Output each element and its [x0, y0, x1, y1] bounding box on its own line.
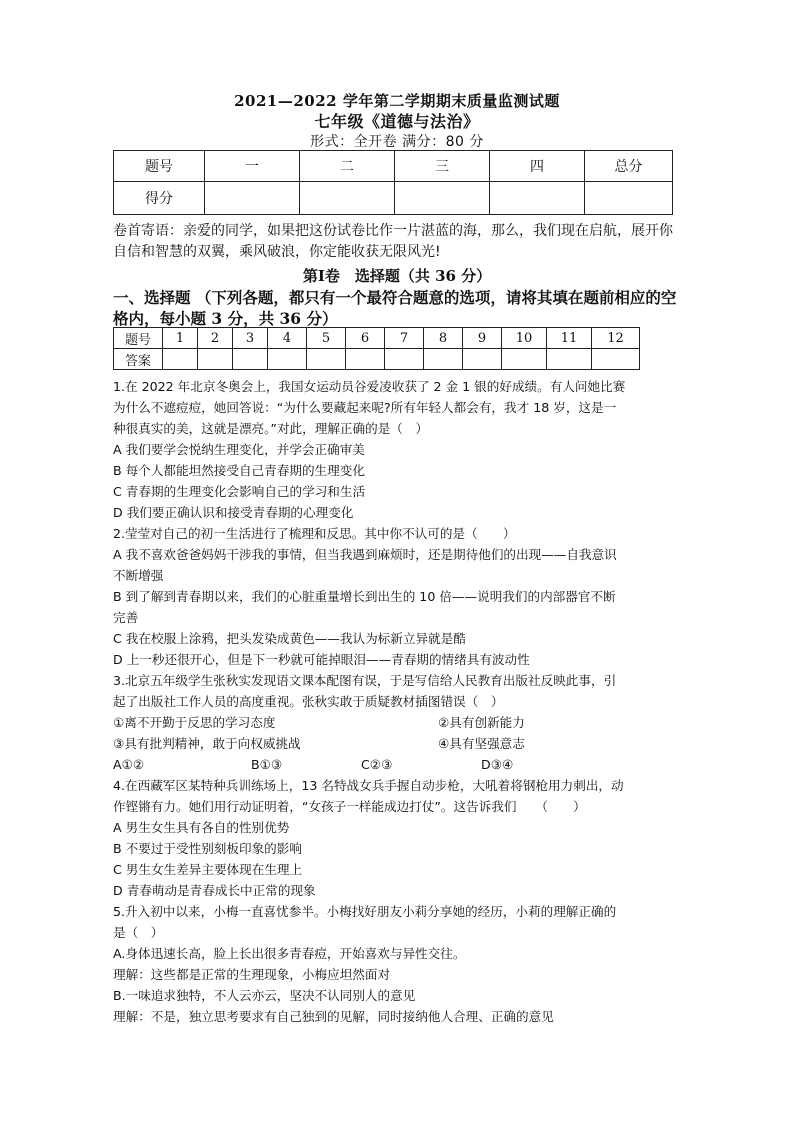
question-5-stem: 是（ ） — [113, 925, 164, 940]
answer-cell[interactable] — [233, 349, 268, 370]
answer-cell[interactable] — [198, 349, 233, 370]
score-cell[interactable] — [585, 182, 673, 215]
question-3-choice: B①③ — [251, 757, 283, 772]
answer-number: 1 — [163, 328, 198, 349]
question-3-statement: ①离不开勤于反思的学习态度 — [113, 715, 276, 730]
question-4-option-a: A 男生女生具有各自的性别优势 — [113, 820, 290, 835]
question-3-choice: C②③ — [361, 757, 393, 772]
answer-number: 11 — [547, 328, 592, 349]
answer-header-label: 题号 — [114, 328, 163, 349]
score-header-cell: 三 — [395, 151, 490, 182]
answer-cell[interactable] — [385, 349, 424, 370]
answer-row-label: 答案 — [114, 349, 163, 370]
question-1-option-c: C 青春期的生理变化会影响自己的学习和生活 — [113, 484, 366, 499]
question-3-statement: ④具有坚强意志 — [438, 736, 525, 751]
section-instruction: 一、选择题 （下列各题，都只有一个最符合题意的选项，请将其填在题前相应的空格内，每小题 3 分，共 36 分） — [113, 288, 677, 328]
question-2-option-b: B 到了解到青春期以来，我们的心脏重量增长到出生的 10 倍——说明我们的内部器官不断 — [113, 589, 616, 604]
question-2-option-a: A 我不喜欢爸爸妈妈干涉我的事情，但当我遇到麻烦时，还是期待他们的出现——自我意识 — [113, 547, 617, 562]
answer-number: 3 — [233, 328, 268, 349]
question-5-option-a: A.身体迅速长高，脸上长出很多青春痘，开始喜欢与异性交往。 — [113, 946, 466, 961]
question-1-option-d: D 我们要正确认识和接受青春期的心理变化 — [113, 505, 354, 520]
question-3-statements — [113, 712, 681, 733]
score-header-cell: 四 — [490, 151, 585, 182]
question-3-statement: ②具有创新能力 — [438, 715, 525, 730]
score-cell[interactable] — [395, 182, 490, 215]
question-3-statement: ③具有批判精神，敢于向权威挑战 — [113, 736, 301, 751]
question-5-option-b: B.一味追求独特，不人云亦云，坚决不认同别人的意见 — [113, 988, 416, 1003]
answer-number: 9 — [463, 328, 502, 349]
question-2-option-d: D 上一秒还很开心，但是下一秒就可能掉眼泪——青春期的情绪具有波动性 — [113, 652, 530, 667]
score-header-cell: 总分 — [585, 151, 673, 182]
question-1-option-a: A 我们要学会悦纳生理变化，并学会正确审美 — [113, 442, 365, 457]
answer-table — [113, 327, 640, 370]
score-row — [114, 182, 673, 215]
exam-subject: 七年级《道德与法治》 — [314, 112, 480, 131]
score-header-cell: 一 — [205, 151, 300, 182]
question-2-option-a: 不断增强 — [113, 568, 164, 583]
question-2-option-b: 完善 — [113, 610, 139, 625]
answer-cell[interactable] — [163, 349, 198, 370]
question-1-stem: 种很真实的美，这就是漂亮。”对此，理解正确的是（ ） — [113, 421, 429, 436]
question-3-choice: A①② — [113, 757, 145, 772]
score-cell[interactable] — [205, 182, 300, 215]
question-1-stem: 1.在 2022 年北京冬奥会上，我国女运动员谷爱凌收获了 2 金 1 银的好成绩。有人问她比赛 — [113, 379, 626, 394]
answer-cell[interactable] — [592, 349, 640, 370]
intro-message: 卷首寄语：亲爱的同学，如果把这份试卷比作一片湛蓝的海，那么，我们现在启航，展开你自信和智慧的双翼，乘风破浪，你定能收获无限风光! — [113, 223, 673, 260]
questions-body — [113, 376, 681, 1027]
answer-number: 8 — [424, 328, 463, 349]
answer-cell[interactable] — [346, 349, 385, 370]
answer-number: 7 — [385, 328, 424, 349]
answer-cell[interactable] — [307, 349, 346, 370]
answer-row — [114, 349, 640, 370]
question-2-option-c: C 我在校服上涂鸦，把头发染成黄色——我认为标新立异就是酷 — [113, 631, 466, 646]
question-3-stem: 起了出版社工作人员的高度重视。张秋实敢于质疑教材插图错误（ ） — [113, 694, 504, 709]
question-4-stem: 4.在西藏军区某特种兵训练场上，13 名特战女兵手握自动步枪，大吼着将钢枪用力刺出，动 — [113, 778, 624, 793]
question-4-option-c: C 男生女生差异主要体现在生理上 — [113, 862, 303, 877]
score-header-cell: 题号 — [114, 151, 205, 182]
question-1-option-b: B 每个人都能坦然接受自己青春期的生理变化 — [113, 463, 365, 478]
answer-cell[interactable] — [502, 349, 547, 370]
question-3-choice: D③④ — [481, 757, 514, 772]
question-4-option-d: D 青春萌动是青春成长中正常的现象 — [113, 883, 316, 898]
answer-number: 5 — [307, 328, 346, 349]
question-1-stem: 为什么不遮痘痘，她回答说：“为什么要藏起来呢?所有年轻人都会有，我才 18 岁，这是一 — [113, 400, 617, 415]
exam-title: 2021—2022 学年第二学期期末质量监测试题 — [234, 92, 560, 110]
question-4-option-b: B 不要过于受性别刻板印象的影响 — [113, 841, 302, 856]
question-3-stem: 3.北京五年级学生张秋实发现语文课本配图有误，于是写信给人民教育出版社反映此事，引 — [113, 673, 617, 688]
answer-number: 4 — [268, 328, 307, 349]
score-cell[interactable] — [300, 182, 395, 215]
score-table — [113, 150, 673, 215]
exam-meta: 形式：全开卷 满分：80 分 — [310, 134, 484, 150]
question-3-statements — [113, 733, 681, 754]
score-header-row — [114, 151, 673, 182]
answer-cell[interactable] — [463, 349, 502, 370]
question-5-stem: 5.升入初中以来，小梅一直喜忧参半。小梅找好朋友小莉分享她的经历，小莉的理解正确的 — [113, 904, 617, 919]
score-row-label: 得分 — [114, 182, 205, 215]
answer-header-row — [114, 328, 640, 349]
score-header-cell: 二 — [300, 151, 395, 182]
question-2-stem: 2.莹莹对自己的初一生活进行了梳理和反思。其中你不认可的是（ ） — [113, 526, 516, 541]
question-5-option-a-note: 理解：这些都是正常的生理现象，小梅应坦然面对 — [113, 967, 391, 982]
answer-cell[interactable] — [424, 349, 463, 370]
answer-cell[interactable] — [547, 349, 592, 370]
answer-cell[interactable] — [268, 349, 307, 370]
score-cell[interactable] — [490, 182, 585, 215]
answer-number: 2 — [198, 328, 233, 349]
section-title: 第Ⅰ卷 选择题（共 36 分） — [302, 267, 492, 285]
answer-number: 10 — [502, 328, 547, 349]
question-5-option-b-note: 理解：不是，独立思考要求有自己独到的见解，同时接纳他人合理、正确的意见 — [113, 1009, 554, 1024]
answer-number: 6 — [346, 328, 385, 349]
question-3-choices — [113, 754, 681, 775]
question-4-stem: 作铿锵有力。她们用行动证明着，“女孩子一样能成边打仗”。这告诉我们 （ ） — [113, 799, 586, 814]
answer-number: 12 — [592, 328, 640, 349]
